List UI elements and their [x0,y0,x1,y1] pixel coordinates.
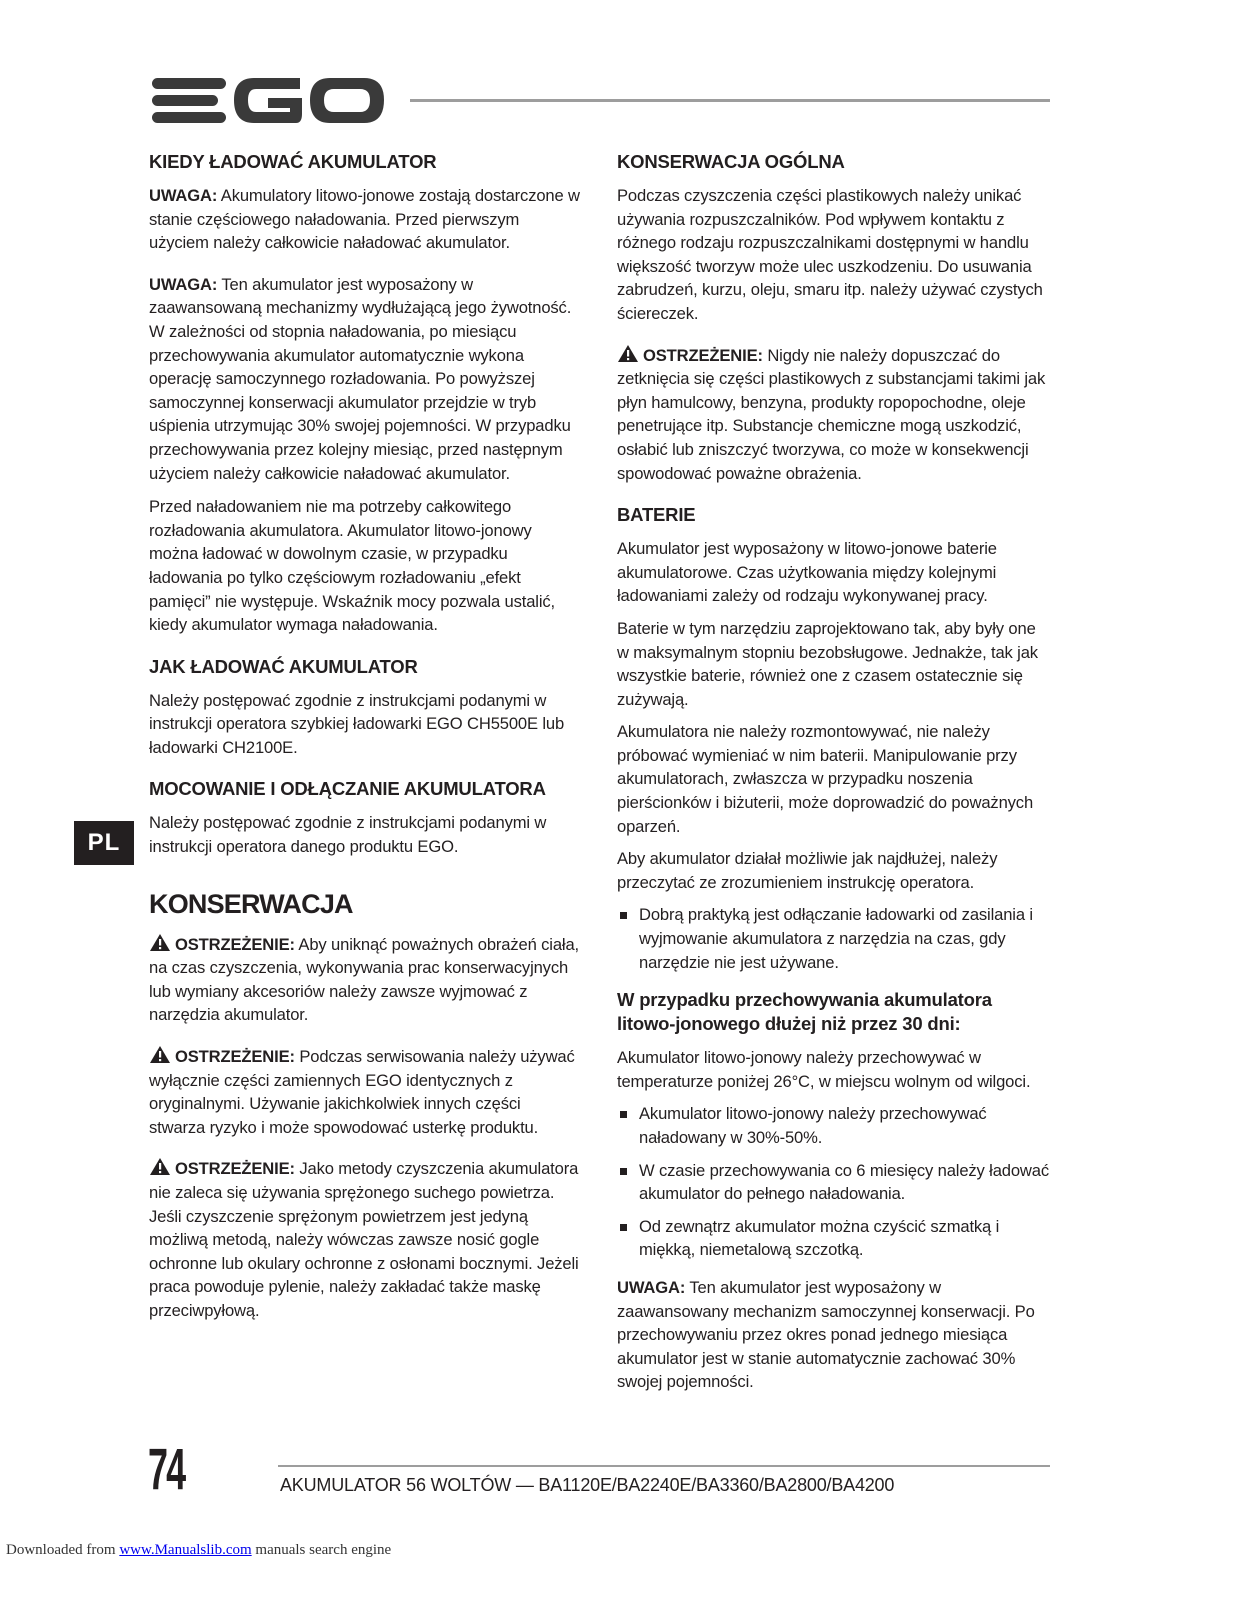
bullet-list [617,903,1049,974]
ego-logo [150,74,386,128]
list-item: Dobrą praktyką jest odłączanie ładowarki od zasilania i wyjmowanie akumulatora z narzędzia na czas, gdy narzędzie nie jest używane. [617,903,1049,974]
note-label: UWAGA: [149,274,218,294]
download-prefix: Downloaded from [6,1542,120,1558]
body-paragraph: Aby akumulator działał możliwie jak najdłużej, należy przeczytać ze zrozumieniem instrukcję operatora. [617,849,998,892]
list-item: Akumulator litowo-jonowy należy przechowywać naładowany w 30%-50%. [617,1102,1049,1149]
manualslib-link[interactable]: www.Manualslib.com [119,1542,252,1558]
body-paragraph: Należy postępować zgodnie z instrukcjami podanymi w instrukcji operatora danego produktu EGO. [149,813,547,857]
section-title-maintenance: KONSERWACJA [149,888,353,919]
body-paragraph: Przed naładowaniem nie ma potrzeby całkowitego rozładowania akumulatora. Akumulator litowo-jonowy można ładować w dowolnym czasie, w przypadku ładowania po tylko częściowym rozładowaniu „efekt pamięci” nie występuje. Wskaźnik mocy pozwala ustalić, kiedy akumulator wymaga naładowania. [149,497,555,635]
heading-batteries: BATERIE [617,504,696,526]
note-text: Ten akumulator jest wyposażony w zaawansowany mechanizm samoczynnej konserwacji. Po przechowywaniu przez okres ponad jednego miesiąca akumulator jest w stanie automatycznie zachować 30% swojej pojemności. [617,1277,1035,1392]
left-column [149,150,581,1341]
heading-storage-over-30-days: W przypadku przechowywania akumulatora litowo-jonowego dłużej niż przez 30 dni: [617,989,992,1035]
warning-paragraph [617,344,1049,486]
note-label: UWAGA: [149,186,218,205]
page-number: 74 [148,1437,185,1502]
warning-text: Nigdy nie należy dopuszczać do zetknięcia się części plastikowych z substancjami takimi jak płyn hamulcowy, benzyna, produkty ropopochodne, oleje penetrujące itp. Substancje chemiczne mogą uszkodzić, osłabić lub zniszczyć tworzywa, co może w konsekwencji spowodować poważne obrażenia. [617,345,1046,483]
warning-paragraph [149,1045,581,1139]
list-item: Od zewnątrz akumulator można czyścić szmatką i miękką, niemetalową szczotką. [617,1215,1049,1262]
right-column [617,150,1049,1412]
list-item: W czasie przechowywania co 6 miesięcy należy ładować akumulator do pełnego naładowania. [617,1159,1049,1206]
warning-triangle-icon [149,1045,171,1064]
body-paragraph: Akumulatora nie należy rozmontowywać, nie należy próbować wymieniać w nim baterii. Manipulowanie przy akumulatorach, zwłaszcza w przypadku noszenia pierścionków i biżuterii, może doprowadzić do poważnych oparzeń. [617,722,1034,836]
heading-how-to-charge: JAK ŁADOWAĆ AKUMULATOR [149,655,418,677]
warning-triangle-icon [617,344,639,363]
note-paragraph [149,184,581,255]
bullet-list [617,1102,1049,1262]
warning-triangle-icon [149,1157,171,1176]
warning-label: OSTRZEŻENIE: [175,1047,295,1067]
download-suffix: manuals search engine [251,1542,392,1558]
warning-label: OSTRZEŻENIE: [175,934,295,954]
header-rule [410,99,1050,102]
heading-attach-detach: MOCOWANIE I ODŁĄCZANIE AKUMULATORA [149,778,546,800]
body-paragraph: Akumulator jest wyposażony w litowo-jonowe baterie akumulatorowe. Czas użytkowania między kolejnymi ładowaniami zależy od rodzaju wykonywanej pracy. [617,539,997,606]
footer-title: AKUMULATOR 56 WOLTÓW — BA1120E/BA2240E/BA3360/BA2800/BA4200 [280,1475,895,1495]
warning-label: OSTRZEŻENIE: [175,1159,295,1179]
warning-label: OSTRZEŻENIE: [643,345,763,365]
language-tab: PL [74,821,134,865]
note-text: Ten akumulator jest wyposażony w zaawansowaną mechanizmy wydłużającą jego żywotność. W zależności od stopnia naładowania, po miesiącu przechowywania akumulator automatycznie wykona operację samoczynnego rozładowania. Po powyższej samoczynnej konserwacji akumulator przejdzie w tryb uśpienia utrzymując 30% swojej pojemności. W przypadku przechowywania przez kolejny miesiąc, przed następnym użyciem należy całkowicie naładować akumulator. [149,274,572,483]
body-paragraph: Baterie w tym narzędziu zaprojektowano tak, aby były one w maksymalnym stopniu bezobsługowe. Jednakże, tak jak wszystkie baterie, również one z czasem ostatecznie się zużywają. [617,618,1038,709]
footer-rule [278,1465,1050,1467]
note-label: UWAGA: [617,1277,686,1297]
download-note [6,1542,391,1559]
warning-paragraph [149,933,581,1027]
note-text: Akumulatory litowo-jonowe zostają dostarczone w stanie częściowego naładowania. Przed pierwszym użyciem należy całkowicie naładować akumulator. [149,186,580,253]
body-paragraph: Podczas czyszczenia części plastikowych należy unikać używania rozpuszczalników. Pod wpływem kontaktu z różnego rodzaju rozpuszczalnikami dostępnymi w handlu większość tworzyw może ulec uszkodzeniu. Do usuwania zabrudzeń, kurzu, oleju, smaru itp. należy używać czystych ściereczek. [617,186,1043,323]
body-paragraph: Akumulator litowo-jonowy należy przechowywać w temperaturze poniżej 26°C, w miejscu wolnym od wilgoci. [617,1048,1031,1091]
warning-triangle-icon [149,933,171,952]
warning-text: Aby uniknąć poważnych obrażeń ciała, na czas czyszczenia, wykonywania prac konserwacyjnych lub wymiany akcesoriów należy zawsze wyjmować z narzędzia akumulator. [149,934,579,1025]
note-paragraph [617,1276,1049,1394]
heading-when-to-charge: KIEDY ŁADOWAĆ AKUMULATOR [149,151,437,172]
note-paragraph [149,273,581,485]
body-paragraph: Należy postępować zgodnie z instrukcjami podanymi w instrukcji operatora szybkiej ładowarki EGO CH5500E lub ładowarki CH2100E. [149,690,565,757]
warning-text: Jako metody czyszczenia akumulatora nie zaleca się używania sprężonego suchego powietrza. Jeśli czyszczenie sprężonym powietrzem jest jedyną możliwą metodą, należy wówczas zawsze nosić gogle ochronne lub okulary ochronne z osłonami bocznymi. Jeżeli praca powoduje pylenie, należy zakładać także maskę przeciwpyłową. [149,1159,579,1320]
heading-general-maintenance: KONSERWACJA OGÓLNA [617,151,845,172]
warning-text: Podczas serwisowania należy używać wyłącznie części zamiennych EGO identycznych z oryginalnymi. Używanie jakichkolwiek innych części stwarza ryzyko i może spowodować usterkę produktu. [149,1047,575,1137]
warning-paragraph [149,1157,581,1322]
